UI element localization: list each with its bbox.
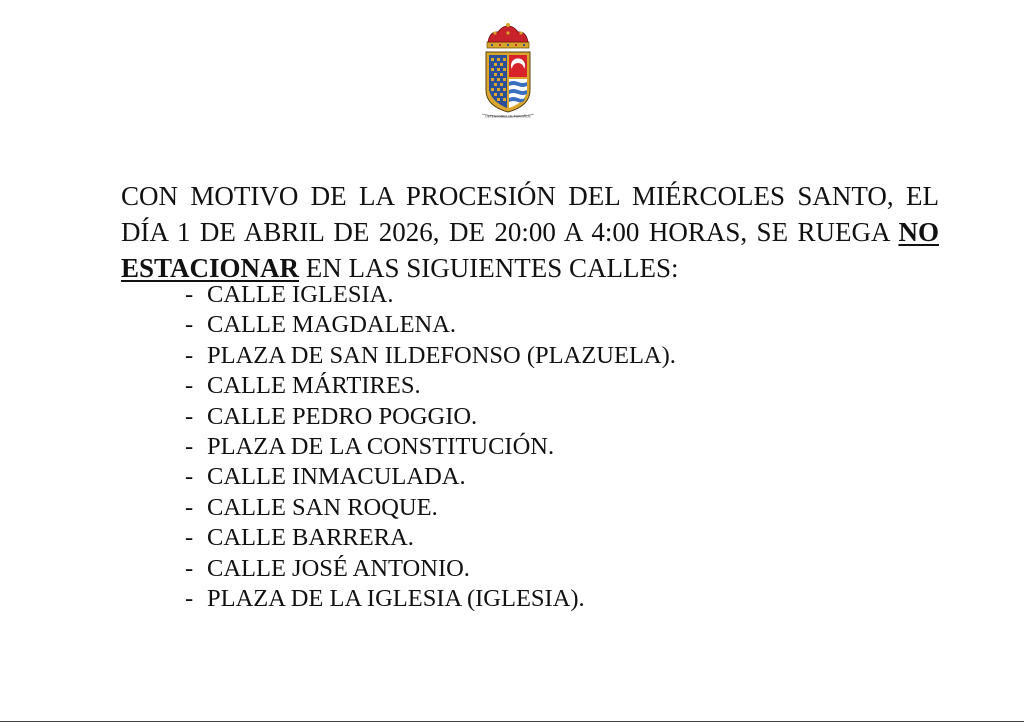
notice-text [121, 178, 939, 286]
list-bullet: - [185, 311, 194, 339]
street-list [185, 280, 676, 614]
list-bullet: - [185, 433, 194, 461]
list-bullet: - [185, 585, 194, 613]
list-bullet: - [185, 554, 194, 582]
no-parking-emphasis: NO ESTACIONAR [121, 217, 939, 283]
street-name: CALLE MÁRTIRES. [207, 372, 421, 400]
list-item [185, 462, 676, 492]
street-name: CALLE BARRERA. [207, 524, 414, 552]
list-bullet: - [185, 281, 194, 308]
street-name: PLAZA DE LA CONSTITUCIÓN. [207, 433, 555, 461]
street-name: CALLE IGLESIA. [207, 281, 394, 308]
list-item [185, 280, 676, 310]
street-name: CALLE SAN ROQUE. [207, 493, 438, 521]
street-name: CALLE JOSÉ ANTONIO. [207, 554, 470, 582]
street-name: PLAZA DE SAN ILDEFONSO (PLAZUELA). [207, 341, 676, 369]
list-bullet: - [185, 524, 194, 552]
list-bullet: - [185, 341, 194, 369]
street-name: CALLE INMACULADA. [207, 463, 466, 491]
list-bullet: - [185, 493, 194, 521]
list-item [185, 554, 676, 584]
motto-text: DEFENSORES DE PORRIÑOS [485, 114, 531, 119]
list-bullet: - [185, 402, 194, 430]
crown-icon [487, 23, 529, 48]
list-item [185, 371, 676, 401]
shield-icon [486, 52, 530, 112]
list-item [185, 310, 676, 340]
street-name: PLAZA DE LA IGLESIA (IGLESIA). [207, 585, 585, 613]
motto-ribbon [482, 114, 534, 119]
street-name: CALLE PEDRO POGGIO. [207, 402, 478, 430]
list-item [185, 493, 676, 523]
notice-intro: CON MOTIVO DE LA PROCESIÓN DEL MIÉRCOLES SANTO, EL DÍA 1 DE ABRIL DE 2026, DE 20:00 A 4:00 HORAS, SE RUEGA [121, 181, 939, 247]
list-item [185, 341, 676, 371]
list-item [185, 584, 676, 614]
notice-outro: EN LAS SIGUIENTES CALLES: [299, 253, 679, 283]
street-name: CALLE MAGDALENA. [207, 311, 457, 339]
coat-of-arms-icon [480, 22, 536, 120]
page-bottom-divider [0, 721, 1024, 722]
list-bullet: - [185, 372, 194, 400]
list-item [185, 402, 676, 432]
list-bullet: - [185, 463, 194, 491]
list-item [185, 432, 676, 462]
list-item [185, 523, 676, 553]
